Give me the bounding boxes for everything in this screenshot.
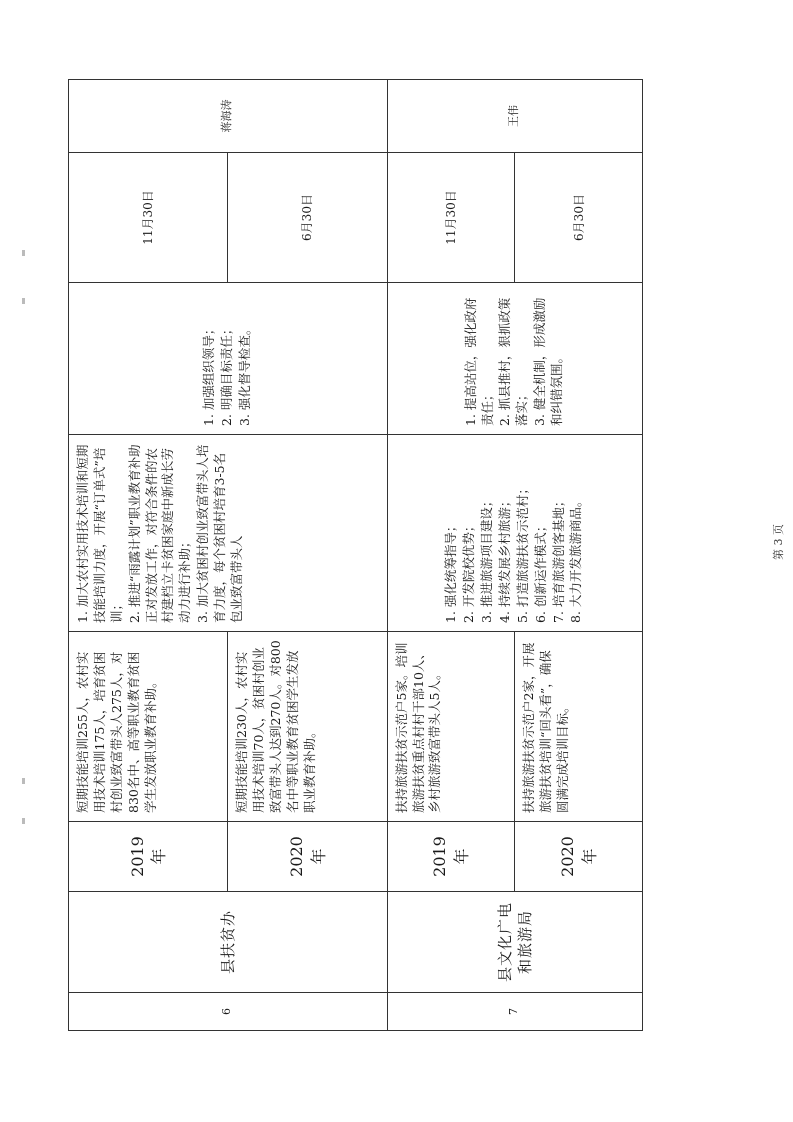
guarantee-item: 2. 明确目标责任； [218, 322, 234, 426]
task-table [68, 79, 643, 1031]
table-row [387, 80, 515, 1031]
year-cell: 2019年 [387, 822, 515, 892]
scan-mark [22, 818, 25, 824]
guarantees-cell [69, 283, 388, 435]
guarantees-cell [387, 283, 642, 435]
measure-item: 3. 加大贫困村创业致富带头人培育力度，每个贫困村培育3-5名包业致富带头人 [195, 444, 244, 623]
page-number: 第 3 页 [772, 524, 785, 560]
measure-item: 5. 打造旅游扶贫示范村； [514, 482, 530, 623]
guarantee-item: 3. 强化督导检查。 [236, 322, 252, 426]
measure-item: 2. 推进“雨露计划”职业教育补助正对发放工作，对符合条件的农村建档立卡贫困家庭中新成长劳动力进行补助； [126, 444, 193, 623]
measures-list [443, 443, 585, 623]
measure-item: 1. 强化统筹指导； [443, 519, 459, 623]
department-name: 县扶贫办 [69, 892, 388, 993]
measures-list [75, 443, 246, 623]
row-index: 7 [387, 993, 642, 1031]
guarantee-item: 1. 加强组织领导； [201, 322, 217, 426]
guarantees-list [463, 291, 566, 426]
deadline-cell: 6月30日 [228, 153, 387, 283]
row-index: 6 [69, 993, 388, 1031]
responsible-person: 王伟 [387, 80, 642, 153]
measures-cell [69, 435, 388, 632]
year-cell: 2020年 [228, 822, 387, 892]
target-cell: 短期技能培训255人，农村实用技术培训175人，培育贫困村创业致富带头人275人，对830名中、高等职业教育贫困学生发放职业教育补助。 [69, 632, 228, 822]
measure-item: 7. 培育旅游创客基地； [550, 494, 566, 623]
target-cell: 短期技能培训230人，农村实用技术培训70人，贫困村创业致富带头人达到270人。对800名中等职业教育贫困学生发放职业教育补助。 [228, 632, 387, 822]
table-row [69, 80, 228, 1031]
measure-item: 8. 大力开发旅游商品。 [568, 494, 584, 623]
measure-item: 6. 创新运作模式； [532, 519, 548, 623]
deadline-cell: 11月30日 [69, 153, 228, 283]
measure-item: 4. 持续发展乡村旅游； [496, 494, 512, 623]
scan-mark [22, 778, 25, 784]
target-cell: 扶持旅游扶贫示范户2家，开展旅游扶贫培训“回头看”，确保圆满完成培训目标。 [515, 632, 643, 822]
deadline-cell: 6月30日 [515, 153, 643, 283]
year-cell: 2020年 [515, 822, 643, 892]
responsible-person: 蒋海涛 [69, 80, 388, 153]
scan-mark [22, 298, 25, 304]
measure-item: 3. 推进旅游项目建设； [479, 494, 495, 623]
target-cell: 扶持旅游扶贫示范户5家。培训旅游扶贫重点村村干部10人、乡村旅游致富带头人5人。 [387, 632, 515, 822]
guarantees-list [201, 291, 254, 426]
department-name: 县文化广电和旅游局 [387, 892, 642, 993]
guarantee-item: 1. 提高站位，强化政府责任； [462, 297, 495, 426]
year-cell: 2019年 [69, 822, 228, 892]
rotated-table-wrapper [68, 80, 643, 1031]
guarantee-item: 2. 抓县推村，狠抓政策落实； [497, 297, 530, 426]
deadline-cell: 11月30日 [387, 153, 515, 283]
guarantee-item: 3. 健全机制，形成激励和纠错氛围。 [532, 297, 565, 426]
measure-item: 1. 加大农村实用技术培训和短期技能培训力度，开展“订单式”培训； [75, 444, 124, 623]
measure-item: 2. 开发院校优势； [461, 519, 477, 623]
scan-mark [22, 250, 25, 256]
measures-cell [387, 435, 642, 632]
